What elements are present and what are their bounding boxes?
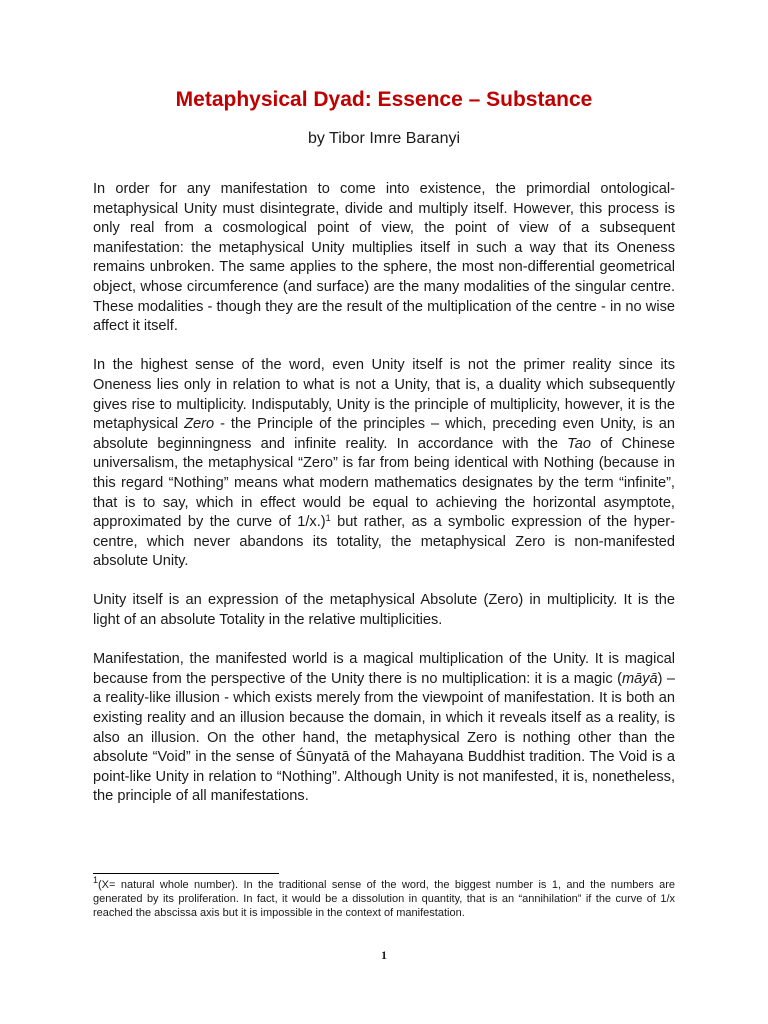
paragraph-3: Unity itself is an expression of the metaphysical Absolute (Zero) in multiplicity. It is the light of an absolute Totality in the relative multiplicities. — [93, 592, 675, 629]
document-title: Metaphysical Dyad: Essence – Substance — [175, 88, 593, 111]
emphasis-zero: Zero — [184, 416, 215, 433]
paragraph-1: In order for any manifestation to come into existence, the primordial ontological-metaphysical Unity must disintegrate, divide and multiply itself. However, this process is only real from a cosmological point of view, the point of view of a subsequent manifestation: the metaphysical Unity multiplies itself in such a way that its Oneness remains unbroken. The same applies to the sphere, the most non-differential geometrical object, whose circumference (and surface) are the many modalities of the singular centre. These modalities - though they are the result of the multiplication of the centre - in no wise affect it itself. — [93, 181, 675, 335]
footnote-text: (X= natural whole number). In the traditional sense of the word, the biggest number is 1, and the numbers are generated by its proliferation. In fact, it would be a dissolution in quantity, that is an “annihilation” if the curve of 1/x reached the abscissa axis but it is impossible in the context of manifestation. — [93, 879, 675, 919]
footnote-reference[interactable]: 1 — [325, 513, 331, 524]
paragraph-2: In the highest sense of the word, even Unity itself is not the primer reality since its Oneness lies only in relation to what is not a Unity, that is, a duality which subsequently gives rise to multiplicity. Indisputably, Unity is the principle of multiplicity, however, it is the metaphysical Zero - the Principle of the principles – which, preceding even Unity, is an absolute beginningness and infinite reality. In accordance with the Tao of Chinese universalism, the metaphysical “Zero” is far from being identical with Nothing (because in this regard “Nothing” means what modern mathematics designates by the term “infinite”, that is to say, which in effect would be equal to achieving the horizontal asymptote, approximated by the curve of 1/x.)$^1$ but rather, as a symbolic expression of the hyper-centre, which never abandons its totality, the metaphysical Zero is non-manifested absolute Unity. — [93, 357, 676, 570]
body-text — [93, 180, 675, 807]
emphasis-maya: māyā — [621, 670, 658, 687]
footnote-marker: 1 — [93, 875, 99, 885]
paragraph-4: Manifestation, the manifested world is a magical multiplication of the Unity. It is magical because from the perspective of the Unity there is no multiplication: it is a magic (māyā) – a reality-like illusion - which exists merely from the viewpoint of manifestation. It is both an existing reality and an illusion because the domain, in which it reveals itself as a reality, is also an illusion. On the other hand, the metaphysical Zero is nothing other than the absolute “Void” in the sense of Śūnyatā of the Mahayana Buddhist tradition. The Void is a point-like Unity in relation to “Nothing”. Although Unity is not manifested, it is, nonetheless, the principle of all manifestations. — [93, 651, 676, 805]
author-byline: by Tibor Imre Baranyi — [307, 130, 461, 147]
page-number: 1 — [381, 948, 387, 962]
emphasis-tao: Tao — [567, 435, 591, 452]
footnote-divider — [93, 873, 279, 874]
footnote — [93, 875, 675, 920]
